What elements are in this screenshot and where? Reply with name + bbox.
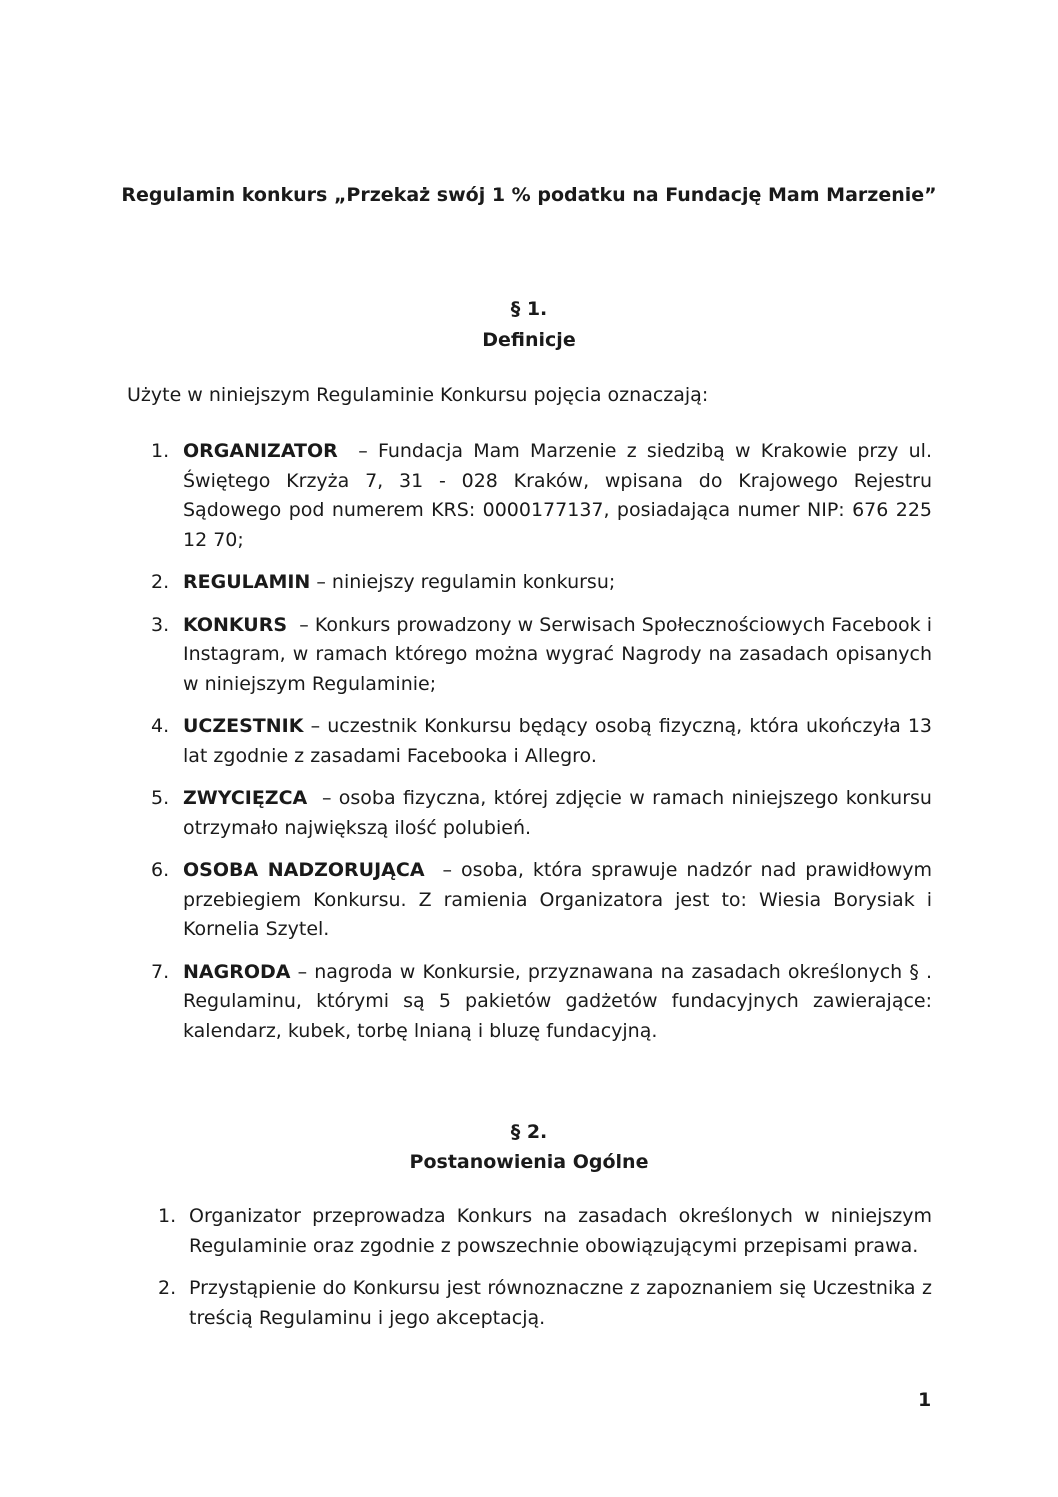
definition-item bbox=[126, 784, 932, 843]
definition-term: NAGRODA bbox=[183, 960, 291, 983]
definition-text: – Fundacja Mam Marzenie z siedzibą w Krakowie przy ul. Świętego Krzyża 7, 31 - 028 Kraków, wpisana do Krajowego Rejestru Sądowego pod numerem KRS: 0000177137, posiadająca numer NIP: 676 225 12 70; bbox=[183, 440, 932, 551]
definition-item bbox=[126, 958, 932, 1047]
item-number: 1. bbox=[151, 440, 170, 462]
item-number: 3. bbox=[151, 613, 170, 636]
section-1-number: § 1. bbox=[510, 298, 548, 320]
item-number: 6. bbox=[151, 859, 170, 881]
definition-term: REGULAMIN bbox=[183, 571, 311, 593]
page-number: 1 bbox=[918, 1389, 932, 1411]
provision-item bbox=[126, 1202, 932, 1261]
definition-term: OSOBA NADZORUJĄCA bbox=[183, 859, 425, 881]
definitions-list bbox=[126, 437, 932, 1059]
definition-text: – niniejszy regulamin konkursu; bbox=[316, 571, 616, 593]
definition-text: – uczestnik Konkursu będący osobą fizyczną, która ukończyła 13 lat zgodnie z zasadami Facebooka i Allegro. bbox=[183, 715, 932, 767]
definition-item bbox=[126, 611, 932, 700]
general-provisions-list bbox=[126, 1202, 932, 1346]
item-number: 4. bbox=[151, 715, 170, 737]
definition-item bbox=[126, 712, 932, 771]
definition-item bbox=[126, 568, 932, 598]
definition-term: KONKURS bbox=[183, 613, 288, 636]
provision-text: Organizator przeprowadza Konkurs na zasadach określonych w niniejszym Regulaminie oraz zgodnie z powszechnie obowiązującymi przepisami prawa. bbox=[189, 1205, 932, 1257]
definition-text: – Konkurs prowadzony w Serwisach Społecznościowych Facebook i Instagram, w ramach którego można wygrać Nagrody na zasadach opisanych w niniejszym Regulaminie; bbox=[183, 613, 932, 695]
definition-term: ZWYCIĘZCA bbox=[183, 787, 308, 809]
section-1-heading: Definicje bbox=[482, 329, 576, 351]
definition-item bbox=[126, 856, 932, 945]
section-2-number: § 2. bbox=[510, 1121, 548, 1143]
item-number: 2. bbox=[158, 1277, 177, 1299]
document-title: Regulamin konkurs „Przekaż swój 1 % podatku na Fundację Mam Marzenie” bbox=[121, 184, 937, 206]
definition-term: ORGANIZATOR bbox=[183, 440, 338, 462]
section-1-intro: Użyte w niniejszym Regulaminie Konkursu pojęcia oznaczają: bbox=[127, 384, 709, 406]
definition-text: – osoba, która sprawuje nadzór nad prawidłowym przebiegiem Konkursu. Z ramienia Organizatora jest to: Wiesia Borysiak i Kornelia Szytel. bbox=[183, 859, 932, 940]
provision-item bbox=[126, 1274, 932, 1333]
item-number: 7. bbox=[151, 960, 170, 983]
definition-text: – nagroda w Konkursie, przyznawana na zasadach określonych § . Regulaminu, którymi są 5 pakietów gadżetów fundacyjnych zawierające: kalendarz, kubek, torbę lnianą i bluzę fundacyjną. bbox=[183, 960, 932, 1042]
definition-term: UCZESTNIK bbox=[183, 715, 304, 737]
section-2-heading: Postanowienia Ogólne bbox=[409, 1151, 649, 1173]
item-number: 1. bbox=[158, 1205, 177, 1227]
definition-text: – osoba fizyczna, której zdjęcie w ramach niniejszego konkursu otrzymało największą ilość polubień. bbox=[183, 787, 932, 839]
provision-text: Przystąpienie do Konkursu jest równoznaczne z zapoznaniem się Uczestnika z treścią Regulaminu i jego akceptacją. bbox=[189, 1277, 932, 1329]
item-number: 5. bbox=[151, 787, 170, 809]
definition-item bbox=[126, 437, 932, 555]
item-number: 2. bbox=[151, 571, 170, 593]
